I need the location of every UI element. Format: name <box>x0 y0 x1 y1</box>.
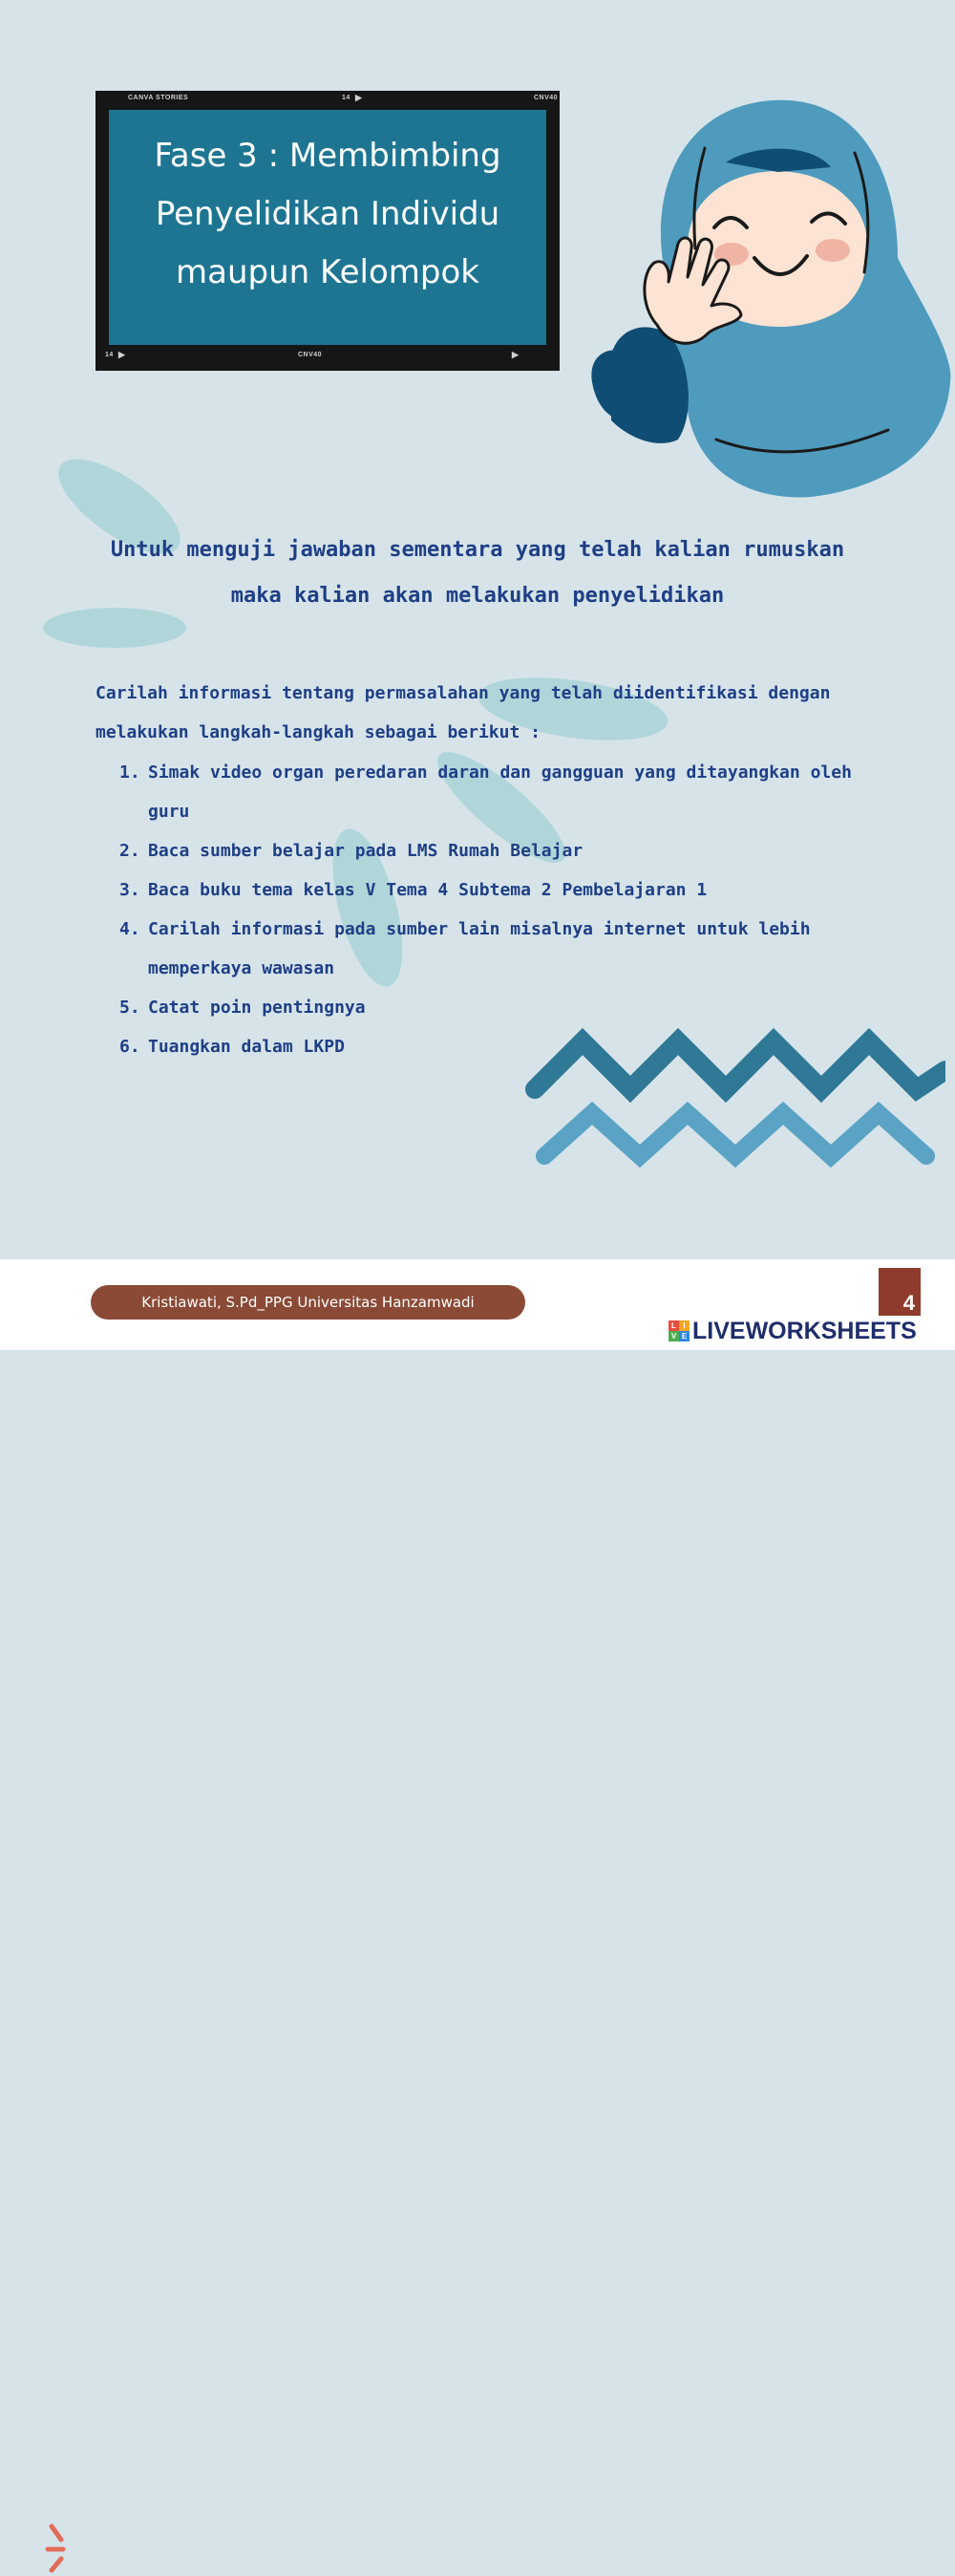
step-text: Tuangkan dalam LKPD <box>148 1037 345 1057</box>
filmstrip-arrow-icon: ▶ <box>355 93 363 102</box>
filmstrip-bottom-code: CNV40 <box>298 352 323 358</box>
zigzag-dark-icon <box>535 1041 945 1089</box>
zigzag-decoration <box>525 1013 945 1204</box>
step-text-line: guru <box>148 802 190 822</box>
logo-tile: E <box>679 1331 690 1342</box>
liveworksheets-icon <box>668 1320 690 1342</box>
step-number: 6. <box>119 1037 140 1057</box>
liveworksheets-text: LIVEWORKSHEETS <box>692 1317 917 1344</box>
filmstrip-frame-number: 14 <box>342 95 350 101</box>
instruction-line-1: Carilah informasi tentang permasalahan yang telah diidentifikasi dengan <box>96 683 831 703</box>
liveworksheets-logo[interactable] <box>668 1319 917 1343</box>
page-title <box>115 127 541 302</box>
author-badge: Kristiawati, S.Pd_PPG Universitas Hanzamwadi <box>91 1285 525 1320</box>
step-number: 4. <box>119 919 140 939</box>
filmstrip-arrow-icon: ▶ <box>512 350 520 359</box>
step-number: 3. <box>119 880 140 900</box>
hijab-girl-illustration <box>573 67 955 506</box>
page-number: 4 <box>879 1268 921 1316</box>
step-text-line: memperkaya wawasan <box>148 958 335 978</box>
title-line-3: maupun Kelompok <box>176 253 479 291</box>
step-text: Baca sumber belajar pada LMS Rumah Belajar <box>148 841 584 861</box>
filmstrip-top-bar <box>96 93 560 108</box>
intro-line-2: maka kalian akan melakukan penyelidikan <box>230 584 725 608</box>
step-number: 2. <box>119 841 140 861</box>
filmstrip-bottom-frame-number: 14 <box>105 352 114 358</box>
instruction-line-2: melakukan langkah-langkah sebagai berikut : <box>96 722 541 742</box>
logo-tile: I <box>679 1320 690 1331</box>
intro-text <box>57 527 898 619</box>
step-text <box>148 910 883 988</box>
filmstrip-code: CNV40 <box>534 95 559 101</box>
intro-line-1: Untuk menguji jawaban sementara yang telah kalian rumuskan <box>110 538 845 562</box>
instruction-text <box>96 674 879 752</box>
filmstrip-bottom-bar <box>96 350 560 365</box>
list-item <box>119 870 883 910</box>
title-filmstrip <box>96 91 560 371</box>
list-item <box>119 753 883 831</box>
step-text-line: Carilah informasi pada sumber lain misalnya internet untuk lebih <box>148 919 811 939</box>
sparks-icon <box>44 2519 82 2576</box>
zigzag-light-icon <box>544 1113 926 1156</box>
step-number: 1. <box>119 762 140 783</box>
list-item <box>119 910 883 988</box>
step-number: 5. <box>119 998 140 1018</box>
title-line-1: Fase 3 : Membimbing <box>154 137 501 175</box>
logo-tile: L <box>668 1320 679 1331</box>
step-text: Baca buku tema kelas V Tema 4 Subtema 2 Pembelajaran 1 <box>148 880 708 900</box>
title-line-2: Penyelidikan Individu <box>155 195 500 233</box>
worksheet-page <box>0 0 955 1259</box>
filmstrip-arrow-icon: ▶ <box>118 350 126 359</box>
filmstrip-label: CANVA STORIES <box>128 95 189 101</box>
step-text: Catat poin pentingnya <box>148 998 366 1018</box>
step-text-line: Simak video organ peredaran daran dan gangguan yang ditayangkan oleh <box>148 762 852 783</box>
list-item <box>119 831 883 870</box>
logo-tile: V <box>668 1331 679 1342</box>
step-text <box>148 753 883 831</box>
